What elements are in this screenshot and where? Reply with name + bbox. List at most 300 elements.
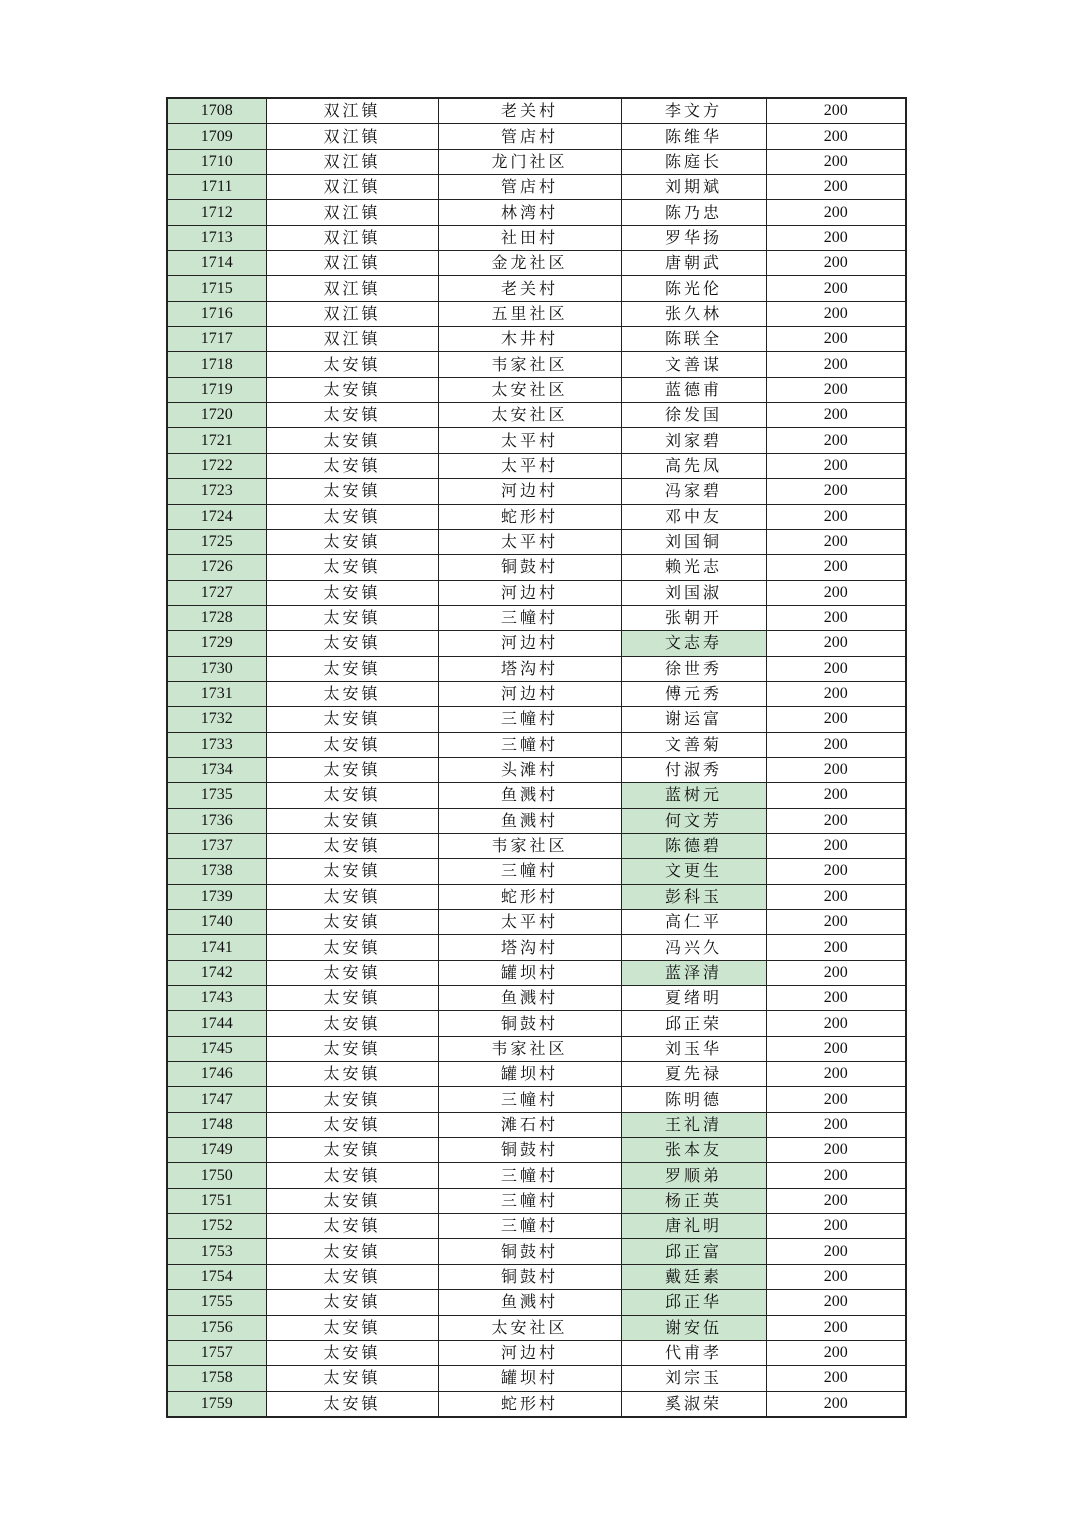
row-number-cell: 1715 [167, 276, 266, 301]
table-row [167, 175, 906, 200]
table-row [167, 327, 906, 352]
amount-cell: 200 [766, 1036, 906, 1061]
town-cell: 太安镇 [266, 428, 438, 453]
row-number-cell: 1750 [167, 1163, 266, 1188]
amount-cell: 200 [766, 1188, 906, 1213]
amount-cell: 200 [766, 808, 906, 833]
row-number-cell: 1710 [167, 149, 266, 174]
row-number-cell: 1732 [167, 707, 266, 732]
table-row [167, 1036, 906, 1061]
row-number-cell: 1758 [167, 1366, 266, 1391]
amount-cell: 200 [766, 605, 906, 630]
amount-cell: 200 [766, 1214, 906, 1239]
village-cell: 头滩村 [438, 757, 621, 782]
row-number-cell: 1725 [167, 529, 266, 554]
table-row [167, 656, 906, 681]
amount-cell: 200 [766, 1062, 906, 1087]
village-cell: 罐坝村 [438, 960, 621, 985]
table-row [167, 555, 906, 580]
village-cell: 蛇形村 [438, 884, 621, 909]
amount-cell: 200 [766, 1264, 906, 1289]
row-number-cell: 1728 [167, 605, 266, 630]
name-cell: 高仁平 [621, 910, 766, 935]
amount-cell: 200 [766, 1011, 906, 1036]
town-cell: 太安镇 [266, 1163, 438, 1188]
town-cell: 太安镇 [266, 555, 438, 580]
amount-cell: 200 [766, 960, 906, 985]
name-cell: 蓝泽清 [621, 960, 766, 985]
town-cell: 太安镇 [266, 453, 438, 478]
village-cell: 韦家社区 [438, 352, 621, 377]
row-number-cell: 1748 [167, 1112, 266, 1137]
town-cell: 太安镇 [266, 1290, 438, 1315]
village-cell: 三幢村 [438, 1188, 621, 1213]
village-cell: 三幢村 [438, 605, 621, 630]
village-cell: 铜鼓村 [438, 1011, 621, 1036]
row-number-cell: 1741 [167, 935, 266, 960]
name-cell: 罗顺弟 [621, 1163, 766, 1188]
village-cell: 蛇形村 [438, 1391, 621, 1417]
village-cell: 三幢村 [438, 1214, 621, 1239]
town-cell: 太安镇 [266, 631, 438, 656]
village-cell: 管店村 [438, 175, 621, 200]
village-cell: 太平村 [438, 529, 621, 554]
name-cell: 戴廷素 [621, 1264, 766, 1289]
row-number-cell: 1723 [167, 479, 266, 504]
name-cell: 赖光志 [621, 555, 766, 580]
town-cell: 太安镇 [266, 1264, 438, 1289]
table-row [167, 986, 906, 1011]
table-row [167, 960, 906, 985]
amount-cell: 200 [766, 504, 906, 529]
amount-cell: 200 [766, 1239, 906, 1264]
amount-cell: 200 [766, 225, 906, 250]
name-cell: 冯兴久 [621, 935, 766, 960]
table-row [167, 504, 906, 529]
town-cell: 太安镇 [266, 757, 438, 782]
name-cell: 冯家碧 [621, 479, 766, 504]
village-cell: 老关村 [438, 276, 621, 301]
village-cell: 三幢村 [438, 707, 621, 732]
name-cell: 何文芳 [621, 808, 766, 833]
table-row [167, 783, 906, 808]
table-row [167, 859, 906, 884]
table-row [167, 1138, 906, 1163]
table-row [167, 276, 906, 301]
row-number-cell: 1736 [167, 808, 266, 833]
village-cell: 河边村 [438, 631, 621, 656]
name-cell: 徐发国 [621, 403, 766, 428]
row-number-cell: 1738 [167, 859, 266, 884]
name-cell: 夏先禄 [621, 1062, 766, 1087]
row-number-cell: 1729 [167, 631, 266, 656]
name-cell: 李文方 [621, 98, 766, 124]
row-number-cell: 1726 [167, 555, 266, 580]
village-cell: 木井村 [438, 327, 621, 352]
table-row [167, 910, 906, 935]
name-cell: 刘国淑 [621, 580, 766, 605]
village-cell: 太安社区 [438, 403, 621, 428]
village-cell: 滩石村 [438, 1112, 621, 1137]
row-number-cell: 1724 [167, 504, 266, 529]
row-number-cell: 1714 [167, 251, 266, 276]
amount-cell: 200 [766, 859, 906, 884]
row-number-cell: 1708 [167, 98, 266, 124]
name-cell: 王礼清 [621, 1112, 766, 1137]
name-cell: 谢运富 [621, 707, 766, 732]
village-cell: 三幢村 [438, 732, 621, 757]
name-cell: 文善谋 [621, 352, 766, 377]
town-cell: 太安镇 [266, 1188, 438, 1213]
table-row [167, 352, 906, 377]
name-cell: 陈德碧 [621, 833, 766, 858]
name-cell: 陈乃忠 [621, 200, 766, 225]
amount-cell: 200 [766, 681, 906, 706]
town-cell: 太安镇 [266, 910, 438, 935]
town-cell: 太安镇 [266, 529, 438, 554]
row-number-cell: 1720 [167, 403, 266, 428]
row-number-cell: 1731 [167, 681, 266, 706]
row-number-cell: 1717 [167, 327, 266, 352]
town-cell: 太安镇 [266, 884, 438, 909]
name-cell: 邱正华 [621, 1290, 766, 1315]
name-cell: 彭科玉 [621, 884, 766, 909]
village-cell: 塔沟村 [438, 935, 621, 960]
table-row [167, 1290, 906, 1315]
town-cell: 双江镇 [266, 124, 438, 149]
amount-cell: 200 [766, 377, 906, 402]
amount-cell: 200 [766, 453, 906, 478]
table-row [167, 1188, 906, 1213]
table-row [167, 1112, 906, 1137]
amount-cell: 200 [766, 1112, 906, 1137]
name-cell: 刘家碧 [621, 428, 766, 453]
village-cell: 罐坝村 [438, 1062, 621, 1087]
village-cell: 河边村 [438, 580, 621, 605]
name-cell: 陈光伦 [621, 276, 766, 301]
amount-cell: 200 [766, 98, 906, 124]
table-row [167, 1011, 906, 1036]
name-cell: 唐朝武 [621, 251, 766, 276]
amount-cell: 200 [766, 403, 906, 428]
table-row [167, 98, 906, 124]
amount-cell: 200 [766, 631, 906, 656]
row-number-cell: 1712 [167, 200, 266, 225]
village-cell: 韦家社区 [438, 1036, 621, 1061]
town-cell: 太安镇 [266, 859, 438, 884]
amount-cell: 200 [766, 707, 906, 732]
name-cell: 蓝德甫 [621, 377, 766, 402]
town-cell: 太安镇 [266, 403, 438, 428]
table-row [167, 1087, 906, 1112]
village-cell: 蛇形村 [438, 504, 621, 529]
row-number-cell: 1753 [167, 1239, 266, 1264]
village-cell: 三幢村 [438, 859, 621, 884]
town-cell: 双江镇 [266, 327, 438, 352]
town-cell: 太安镇 [266, 935, 438, 960]
row-number-cell: 1740 [167, 910, 266, 935]
name-cell: 张朝开 [621, 605, 766, 630]
town-cell: 太安镇 [266, 960, 438, 985]
town-cell: 双江镇 [266, 149, 438, 174]
row-number-cell: 1754 [167, 1264, 266, 1289]
village-cell: 河边村 [438, 681, 621, 706]
row-number-cell: 1759 [167, 1391, 266, 1417]
town-cell: 太安镇 [266, 656, 438, 681]
row-number-cell: 1749 [167, 1138, 266, 1163]
name-cell: 邱正荣 [621, 1011, 766, 1036]
amount-cell: 200 [766, 200, 906, 225]
amount-cell: 200 [766, 1087, 906, 1112]
table-row [167, 884, 906, 909]
amount-cell: 200 [766, 580, 906, 605]
amount-cell: 200 [766, 1290, 906, 1315]
name-cell: 文志寿 [621, 631, 766, 656]
amount-cell: 200 [766, 833, 906, 858]
row-number-cell: 1713 [167, 225, 266, 250]
name-cell: 高先凤 [621, 453, 766, 478]
table-row [167, 1214, 906, 1239]
village-cell: 太安社区 [438, 1315, 621, 1340]
table-row [167, 1239, 906, 1264]
row-number-cell: 1711 [167, 175, 266, 200]
town-cell: 太安镇 [266, 1138, 438, 1163]
amount-cell: 200 [766, 783, 906, 808]
town-cell: 太安镇 [266, 580, 438, 605]
name-cell: 代甫孝 [621, 1340, 766, 1365]
town-cell: 太安镇 [266, 1340, 438, 1365]
amount-cell: 200 [766, 1391, 906, 1417]
name-cell: 罗华扬 [621, 225, 766, 250]
town-cell: 太安镇 [266, 707, 438, 732]
table-row [167, 428, 906, 453]
village-cell: 铜鼓村 [438, 1264, 621, 1289]
table-row [167, 251, 906, 276]
table-row [167, 580, 906, 605]
row-number-cell: 1739 [167, 884, 266, 909]
row-number-cell: 1737 [167, 833, 266, 858]
town-cell: 双江镇 [266, 225, 438, 250]
village-cell: 三幢村 [438, 1087, 621, 1112]
village-cell: 太平村 [438, 453, 621, 478]
row-number-cell: 1744 [167, 1011, 266, 1036]
table-row [167, 808, 906, 833]
town-cell: 太安镇 [266, 1391, 438, 1417]
village-cell: 鱼溅村 [438, 1290, 621, 1315]
row-number-cell: 1745 [167, 1036, 266, 1061]
amount-cell: 200 [766, 986, 906, 1011]
row-number-cell: 1742 [167, 960, 266, 985]
row-number-cell: 1747 [167, 1087, 266, 1112]
village-cell: 社田村 [438, 225, 621, 250]
amount-cell: 200 [766, 479, 906, 504]
row-number-cell: 1730 [167, 656, 266, 681]
row-number-cell: 1752 [167, 1214, 266, 1239]
amount-cell: 200 [766, 428, 906, 453]
name-cell: 邓中友 [621, 504, 766, 529]
name-cell: 陈联全 [621, 327, 766, 352]
town-cell: 太安镇 [266, 1011, 438, 1036]
name-cell: 徐世秀 [621, 656, 766, 681]
town-cell: 太安镇 [266, 1087, 438, 1112]
amount-cell: 200 [766, 301, 906, 326]
table-row [167, 1391, 906, 1417]
village-cell: 塔沟村 [438, 656, 621, 681]
town-cell: 太安镇 [266, 1112, 438, 1137]
amount-cell: 200 [766, 175, 906, 200]
row-number-cell: 1734 [167, 757, 266, 782]
village-cell: 管店村 [438, 124, 621, 149]
row-number-cell: 1722 [167, 453, 266, 478]
amount-cell: 200 [766, 884, 906, 909]
table-row [167, 453, 906, 478]
row-number-cell: 1746 [167, 1062, 266, 1087]
table-row [167, 732, 906, 757]
amount-cell: 200 [766, 1340, 906, 1365]
name-cell: 奚淑荣 [621, 1391, 766, 1417]
town-cell: 太安镇 [266, 352, 438, 377]
table-row [167, 377, 906, 402]
village-cell: 河边村 [438, 479, 621, 504]
row-number-cell: 1743 [167, 986, 266, 1011]
table-row [167, 1366, 906, 1391]
table-row [167, 225, 906, 250]
table-row [167, 681, 906, 706]
amount-cell: 200 [766, 1138, 906, 1163]
amount-cell: 200 [766, 124, 906, 149]
table-row [167, 605, 906, 630]
amount-cell: 200 [766, 1315, 906, 1340]
name-cell: 陈庭长 [621, 149, 766, 174]
table-row [167, 631, 906, 656]
table-row [167, 833, 906, 858]
row-number-cell: 1718 [167, 352, 266, 377]
town-cell: 太安镇 [266, 1239, 438, 1264]
town-cell: 双江镇 [266, 251, 438, 276]
amount-cell: 200 [766, 327, 906, 352]
amount-cell: 200 [766, 935, 906, 960]
village-cell: 五里社区 [438, 301, 621, 326]
row-number-cell: 1751 [167, 1188, 266, 1213]
village-cell: 铜鼓村 [438, 1239, 621, 1264]
town-cell: 太安镇 [266, 1214, 438, 1239]
amount-cell: 200 [766, 910, 906, 935]
town-cell: 太安镇 [266, 732, 438, 757]
name-cell: 付淑秀 [621, 757, 766, 782]
amount-cell: 200 [766, 656, 906, 681]
town-cell: 太安镇 [266, 783, 438, 808]
village-cell: 铜鼓村 [438, 555, 621, 580]
row-number-cell: 1716 [167, 301, 266, 326]
row-number-cell: 1719 [167, 377, 266, 402]
amount-cell: 200 [766, 1366, 906, 1391]
town-cell: 太安镇 [266, 833, 438, 858]
table-row [167, 707, 906, 732]
table-row [167, 149, 906, 174]
name-cell: 张久林 [621, 301, 766, 326]
town-cell: 双江镇 [266, 276, 438, 301]
town-cell: 双江镇 [266, 98, 438, 124]
table-row [167, 479, 906, 504]
table-row [167, 529, 906, 554]
village-cell: 鱼溅村 [438, 986, 621, 1011]
name-cell: 蓝树元 [621, 783, 766, 808]
village-cell: 龙门社区 [438, 149, 621, 174]
village-cell: 鱼溅村 [438, 783, 621, 808]
amount-cell: 200 [766, 1163, 906, 1188]
table-row [167, 757, 906, 782]
name-cell: 文更生 [621, 859, 766, 884]
village-cell: 太平村 [438, 428, 621, 453]
row-number-cell: 1735 [167, 783, 266, 808]
amount-cell: 200 [766, 149, 906, 174]
row-number-cell: 1727 [167, 580, 266, 605]
name-cell: 唐礼明 [621, 1214, 766, 1239]
subsidy-table [166, 97, 907, 1418]
table-row [167, 200, 906, 225]
row-number-cell: 1757 [167, 1340, 266, 1365]
name-cell: 陈维华 [621, 124, 766, 149]
town-cell: 双江镇 [266, 301, 438, 326]
amount-cell: 200 [766, 732, 906, 757]
table-row [167, 935, 906, 960]
amount-cell: 200 [766, 352, 906, 377]
table-row [167, 124, 906, 149]
row-number-cell: 1721 [167, 428, 266, 453]
table-row [167, 1163, 906, 1188]
amount-cell: 200 [766, 757, 906, 782]
village-cell: 三幢村 [438, 1163, 621, 1188]
name-cell: 刘宗玉 [621, 1366, 766, 1391]
village-cell: 鱼溅村 [438, 808, 621, 833]
town-cell: 双江镇 [266, 200, 438, 225]
name-cell: 文善菊 [621, 732, 766, 757]
amount-cell: 200 [766, 555, 906, 580]
row-number-cell: 1755 [167, 1290, 266, 1315]
village-cell: 罐坝村 [438, 1366, 621, 1391]
row-number-cell: 1733 [167, 732, 266, 757]
town-cell: 太安镇 [266, 605, 438, 630]
town-cell: 太安镇 [266, 1036, 438, 1061]
name-cell: 杨正英 [621, 1188, 766, 1213]
table-row [167, 1264, 906, 1289]
village-cell: 河边村 [438, 1340, 621, 1365]
row-number-cell: 1756 [167, 1315, 266, 1340]
village-cell: 太安社区 [438, 377, 621, 402]
village-cell: 老关村 [438, 98, 621, 124]
name-cell: 张本友 [621, 1138, 766, 1163]
town-cell: 太安镇 [266, 377, 438, 402]
amount-cell: 200 [766, 276, 906, 301]
table-row [167, 301, 906, 326]
table-row [167, 1315, 906, 1340]
town-cell: 太安镇 [266, 1062, 438, 1087]
town-cell: 太安镇 [266, 1366, 438, 1391]
name-cell: 陈明德 [621, 1087, 766, 1112]
name-cell: 刘期斌 [621, 175, 766, 200]
name-cell: 刘玉华 [621, 1036, 766, 1061]
village-cell: 铜鼓村 [438, 1138, 621, 1163]
town-cell: 太安镇 [266, 504, 438, 529]
town-cell: 太安镇 [266, 986, 438, 1011]
name-cell: 刘国铜 [621, 529, 766, 554]
table-body [167, 98, 906, 1417]
town-cell: 双江镇 [266, 175, 438, 200]
village-cell: 金龙社区 [438, 251, 621, 276]
name-cell: 傅元秀 [621, 681, 766, 706]
table-row [167, 403, 906, 428]
village-cell: 太平村 [438, 910, 621, 935]
